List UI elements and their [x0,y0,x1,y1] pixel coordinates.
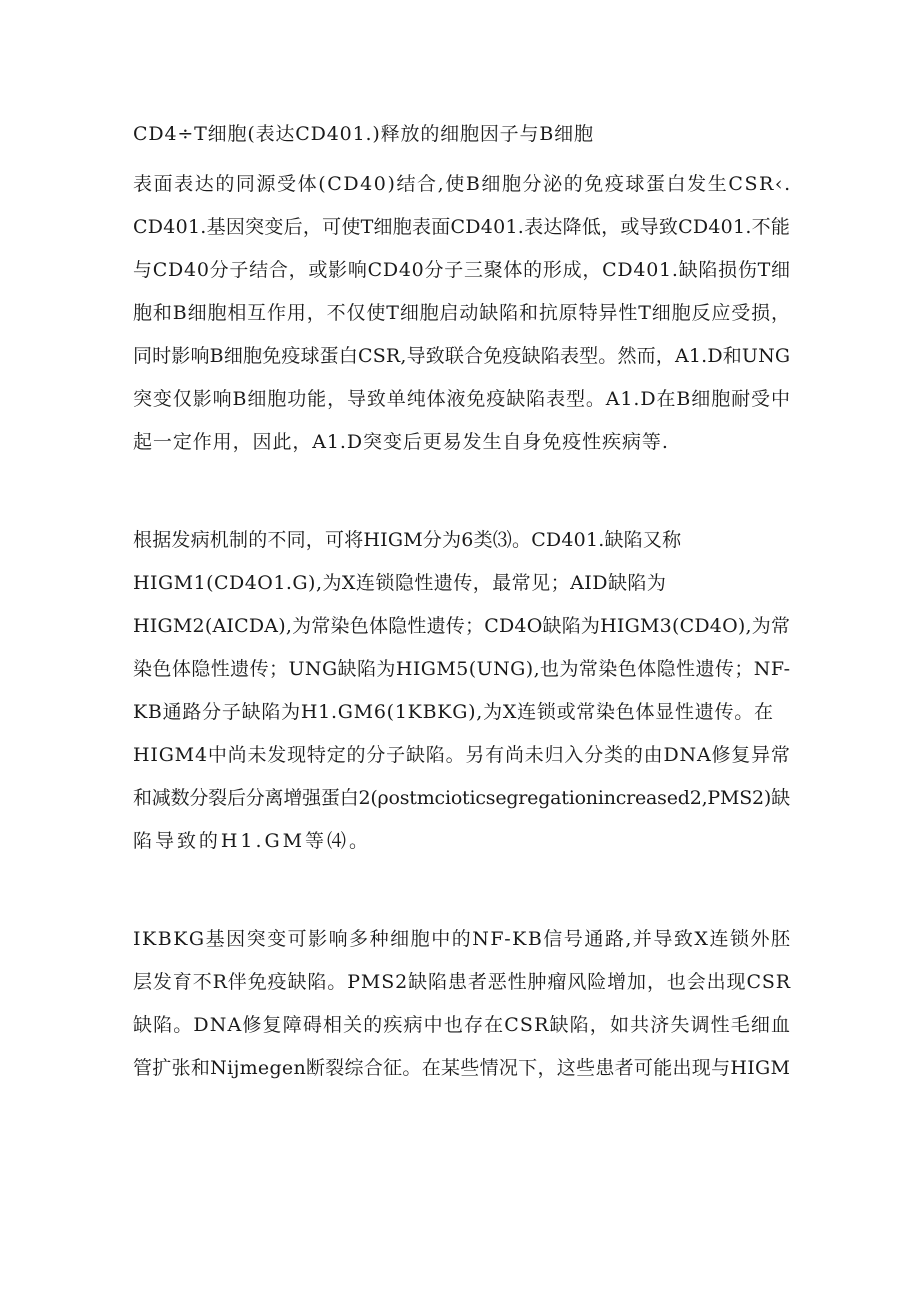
text-line: 起一定作用，因此，A1.D突变后更易发生自身免疫性疾病等. [133,431,669,453]
text-line: KB通路分子缺陷为H1.GM6(1KBKG),为X连锁或常染色体显性遗传。在 [133,701,774,723]
text-line: 同时影响B细胞免疫球蛋白CSR,导致联合免疫缺陷表型。然而，A1.D和UNG [133,345,791,367]
text-line: 染色体隐性遗传；UNG缺陷为HIGM5(UNG),也为常染色体隐性遗传；NF- [133,658,791,680]
text-line: 管扩张和Nijmegen断裂综合征。在某些情况下，这些患者可能出现与HIGM [133,1057,791,1079]
text-line: HIGM1(CD4O1.G),为X连锁隐性遗传，最常见；AID缺陷为 [133,572,667,594]
text-line: HIGM4中尚未发现特定的分子缺陷。另有尚未归入分类的由DNA修复异常 [133,744,791,766]
text-line: 胞和B细胞相互作用，不仅使T细胞启动缺陷和抗原特异性T细胞反应受损， [133,302,791,324]
text-line: 和减数分裂后分离增强蛋白2(ρostmcioticsegregationincreased2,PMS2)缺 [133,787,790,809]
text-line: 缺陷。DNA修复障碍相关的疾病中也存在CSR缺陷，如共济失调性毛细血 [133,1014,792,1036]
text-line: CD4÷T细胞(表达CD401.)释放的细胞因子与B细胞 [133,123,594,145]
text-line: 层发育不R伴免疫缺陷。PMS2缺陷患者恶性肿瘤风险增加，也会出现CSR [133,971,792,993]
text-line: 与CD40分子结合，或影响CD40分子三聚体的形成，CD401.缺陷损伤T细 [133,259,791,281]
text-line: CD401.基因突变后，可使T细胞表面CD401.表达降低，或导致CD401.不能 [133,216,791,238]
text-line: 表面表达的同源受体(CD40)结合,使B细胞分泌的免疫球蛋白发生CSR‹. [133,173,792,195]
text-line: 突变仅影响B细胞功能，导致单纯体液免疫缺陷表型。A1.D在B细胞耐受中 [133,388,791,410]
text-line: 陷导致的H1.GM等⑷。 [133,830,371,852]
text-line: IKBKG基因突变可影响多种细胞中的NF-KB信号通路,并导致X连锁外胚 [133,928,792,950]
text-line: 根据发病机制的不同，可将HIGM分为6类⑶。CD401.缺陷又称 [133,529,682,551]
text-line: HIGM2(AICDA),为常染色体隐性遗传；CD4O缺陷为HIGM3(CD4O),为常 [133,615,791,637]
